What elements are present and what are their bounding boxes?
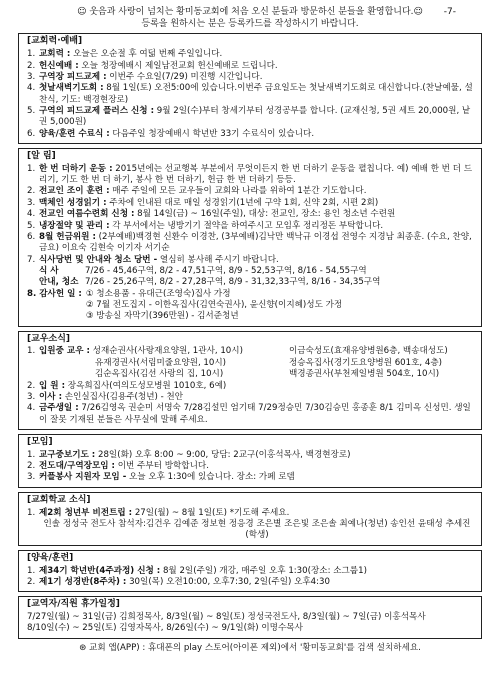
item-number: 7. (27, 254, 36, 265)
item-label: 이사 : (39, 391, 63, 402)
item-text: 오늘 청장예배시 제일남전교회 헌신예배로 드립니다. (81, 60, 278, 71)
section-church-calendar (18, 33, 482, 144)
section-title: [교회력·예배] (27, 36, 83, 47)
list-item (27, 72, 475, 83)
item-text: (2부예배)백경현 신환수 이경찬, (3부예배)김낙만 백낙규 이경섭 전영수 지경남 최종훈. (수요, 찬양, 금요) 이요숙 김현숙 이기자 서기순 (39, 231, 472, 254)
item-text: 성재순권사(사랑재요양원, 1관사, 10시) (92, 346, 243, 357)
item-text: 열심히 봉사해 주시기 바랍니다. (159, 254, 279, 265)
section-meetings (18, 434, 482, 488)
item-label: 첫날새벽기도회 : (39, 83, 104, 94)
item-label: 8. 감사헌 일 : (27, 288, 82, 299)
item-number: 1. (27, 449, 36, 460)
item-text: 7/26김영옥 권순미 서명숙 7/28김설민 엄기태 7/29정승민 7/30김승민 홍종훈 8/1 김미옥 신성민. 생일이 잘못 기재된 분들은 사무실에 말해 주세요. (39, 403, 471, 425)
duty-row (39, 277, 475, 288)
item-text: 각 부서에서는 냉방기기 절약을 하여주시고 모임후 정리정돈 부탁합니다. (112, 220, 384, 231)
list-item (27, 83, 475, 106)
thanks-line: ① 청소용품 - 유대근(조영숙)집사 가정 (85, 288, 231, 299)
list-item (27, 49, 475, 60)
item-text: 다음주일 청장예배시 학년반 33기 수료식이 있습니다. (112, 128, 315, 139)
vacation-line: 8/10일(수) ~ 25일(토) 김영자목사, 8/26일(수) ~ 9/1일(화) 이명수목사 (27, 623, 303, 634)
item-label: 교회력 : (39, 49, 71, 60)
item-label: 구역의 피드교제 플러스 신청 : (39, 105, 155, 116)
section-notices (18, 148, 482, 327)
section-title: [알 림] (27, 150, 56, 161)
item-text: 백경종권사(부천제일병원 504호, 10시) (289, 369, 440, 380)
item-label: 8월 헌금위원 : (39, 231, 96, 242)
list-item (27, 461, 475, 472)
item-number: 2. (27, 60, 36, 71)
item-label: 헌신예배 : (39, 60, 79, 71)
list-item (27, 358, 475, 369)
section-title: [모임] (27, 436, 53, 447)
item-text: 손인실집사(김용주(청년) - 천안 (64, 391, 184, 402)
item-number: 1. (27, 507, 36, 518)
item-text: 매주 주일에 모든 교우들이 교회와 나라를 위하여 1분간 기도합니다. (112, 186, 367, 197)
item-label: 커플봉사 지원자 모임 - (39, 472, 127, 483)
item-number: 3. (27, 71, 36, 82)
list-item (27, 508, 475, 519)
section-church-school (18, 492, 482, 546)
welcome-header (18, 6, 482, 30)
item-number: 4. (27, 83, 36, 94)
list-item (27, 369, 475, 380)
section-training (18, 550, 482, 593)
item-number: 2. (27, 461, 36, 472)
list-item (27, 209, 475, 220)
item-label: 제34기 학년반(4주과정) 신청 : (39, 565, 161, 576)
welcome-line: ☺ 웃음과 사랑이 넘치는 황미동교회에 처음 오신 분들과 방문하신 분들을 환영합니다.☺ (77, 7, 423, 17)
item-text: 이금숙성도(효재유양병원6층, 백송대성도) (289, 346, 448, 357)
item-number: 1. (27, 163, 36, 174)
item-number: 1. (27, 346, 36, 357)
section-title: [교우소식] (27, 333, 71, 344)
vacation-line: 7/27일(월) ~ 31일(금) 김희정목사, 8/3일(월) ~ 8일(토) 정성국전도사, 8/3일(월) ~ 7일(금) 이홍석목사 (27, 612, 426, 623)
item-number: 6. (27, 231, 36, 242)
list-item (27, 450, 475, 461)
item-text: 28일(화) 오후 8:00 ~ 9:00, 당담: 2교구(이홍석목사, 백경현장로) (97, 449, 351, 460)
list-item (27, 186, 475, 197)
item-number: 6. (27, 128, 36, 139)
item-number: 3. (27, 472, 36, 483)
item-number: 1. (27, 49, 36, 60)
item-label: 전교인 조이 훈련 : (39, 186, 110, 197)
item-label: 제1기 성경반(8주차) : (39, 576, 127, 587)
item-number: 5. (27, 105, 36, 116)
duty-value: 7/26 - 45,46구역, 8/2 - 47,51구역, 8/9 - 52,53구역, 8/16 - 54,55구역 (85, 265, 367, 276)
item-label: 제2회 청년부 비전트립 : (39, 507, 133, 518)
item-number: 2. (27, 186, 36, 197)
list-item (27, 221, 475, 232)
item-label: 냉장절약 및 관리 : (39, 220, 110, 231)
item-label: 입원중 교우 : (39, 346, 90, 357)
list-item (27, 381, 475, 392)
item-label: 입 원 : (39, 380, 66, 391)
list-item (27, 403, 475, 426)
item-label: 양육/훈련 수료식 : (39, 128, 110, 139)
thanks-line: ③ 방송실 자막기(396만원) - 김서준청년 (85, 311, 239, 322)
item-text: 이번주 수요일(7/29) 미진행 시간입니다. (109, 71, 263, 82)
item-text: 유재경권사(서림미줄요양원, 10시) (95, 357, 227, 368)
item-text: 30일(목) 오전10:00, 오후7:30, 2일(주일) 오후4:30 (129, 576, 330, 587)
list-item (27, 472, 475, 483)
list-item (27, 106, 475, 129)
item-label: 전도대/구역장모임 : (39, 461, 115, 472)
item-text: 8월 2일(주일) 개강, 매주일 오후 1:30(장소: 소그룹1) (162, 565, 367, 576)
duty-label: 식 사 (39, 265, 59, 276)
section-title: [교역자/직원 휴가일정] (27, 599, 120, 610)
duty-row (39, 266, 475, 277)
list-item (27, 255, 475, 266)
item-text: 장옥희집사(여의도성모병원 1010호, 6예) (67, 380, 227, 391)
item-number: 4. (27, 209, 36, 220)
list-item (27, 129, 475, 140)
item-number: 5. (27, 220, 36, 231)
item-number: 1. (27, 565, 36, 576)
item-label: 구역장 피드교제 : (39, 71, 107, 82)
page-number: -7- (443, 7, 456, 17)
section-title: [양육/훈련] (27, 552, 74, 563)
item-label: 금주생일 : (39, 403, 79, 414)
item-text: 2015년에는 선교행복 부분에서 무엇이든지 한 번 더하기 운동을 펼칩니다. 예) 예배 한 번 더 드리기, 기도 한 번 더 하기, 봉사 한 번 더하기, 헌금 한 번 더하기 등등. (39, 163, 473, 186)
item-label: 맥체인 성경읽기 : (39, 197, 107, 208)
item-label: 한 번 더하기 운동 : (39, 163, 113, 174)
item-label: 교구중보기도 : (39, 449, 96, 460)
section-member-news (18, 331, 482, 430)
list-item (27, 61, 475, 72)
item-number: 2. (27, 576, 36, 587)
list-item (27, 289, 475, 323)
item-text: 9월 2일(수)부터 창세기부터 성경공부를 합니다. (교재신청, 5권 세트 20,000원, 낱권 5,000원) (39, 105, 471, 128)
item-number: 2. (27, 380, 36, 391)
duty-schedule (27, 266, 475, 289)
duty-value: 7/26 - 25,26구역, 8/2 - 27,28구역, 8/9 - 31,32,33구역, 8/16 - 34,35구역 (85, 277, 381, 288)
item-text: 인솔 정성국 전도사 참석자:김건우 김예준 정보현 정응경 조은별 조은빛 조은솔 최예나(청년) 송인선 윤태성 추세진(학생) (43, 519, 471, 541)
list-item (27, 164, 475, 187)
list-item (27, 232, 475, 255)
item-text: 오늘 오후 1:30에 있습니다. 장소: 가페 로뎀 (129, 472, 295, 483)
item-text: 주차에 인내된 대로 매일 성경읽기(1년에 구약 1회, 신약 2회, 시편 2회) (109, 197, 379, 208)
thanks-line: ② 7월 전도집지 - 이한옥집사(김연숙권사), 윤신향(이지혜)성도 가정 (85, 299, 343, 310)
item-text: 오늘은 오순절 후 여덟 번째 주일입니다. (73, 49, 223, 60)
list-item (27, 198, 475, 209)
list-item (27, 346, 475, 357)
item-text: 27일(월) ~ 8월 1일(토) *기도해 주세요. (134, 507, 290, 518)
item-text: 이번 주부터 방학합니다. (117, 461, 209, 472)
list-item (27, 519, 475, 542)
item-text: 김순옥집사(김선 사랑의 집, 10시) (95, 369, 224, 380)
item-label: 식사당번 및 안내와 청소 당번 - (39, 254, 158, 265)
list-item (27, 392, 475, 403)
item-number: 3. (27, 391, 36, 402)
section-staff-vacation (18, 596, 482, 639)
item-text: 8월 14일(금) ~ 16일(주일), 대상: 전교인, 장소: 용인 청소년 수련원 (137, 209, 396, 220)
list-item (27, 566, 475, 577)
duty-label: 안내, 청소 (39, 277, 79, 288)
section-title: [교회학교 소식] (27, 494, 91, 505)
registration-line: 등록을 원하시는 분은 등록카드를 작성하시기 바랍니다. (141, 19, 359, 30)
list-item (27, 577, 475, 588)
item-number: 4. (27, 403, 36, 414)
item-text: 정승옥집사(경기도요양병원 601호, 4층) (289, 357, 442, 368)
app-notice: ⊛ 교회 앱(APP) : 휴대폰의 play 스토어(아이폰 제외)에서 '황미동교회'를 검색 설치하세요. (79, 642, 421, 653)
item-label: 전교인 여름수련회 신청 : (39, 209, 135, 220)
item-number: 3. (27, 197, 36, 208)
item-text: 8월 1일(토) 오전5:00에 있습니다.이번주 금요일도는 첫날새벽기도회로 대신합니다.(찬날예물, 설찬식, 기도: 백경현장로) (39, 83, 473, 105)
